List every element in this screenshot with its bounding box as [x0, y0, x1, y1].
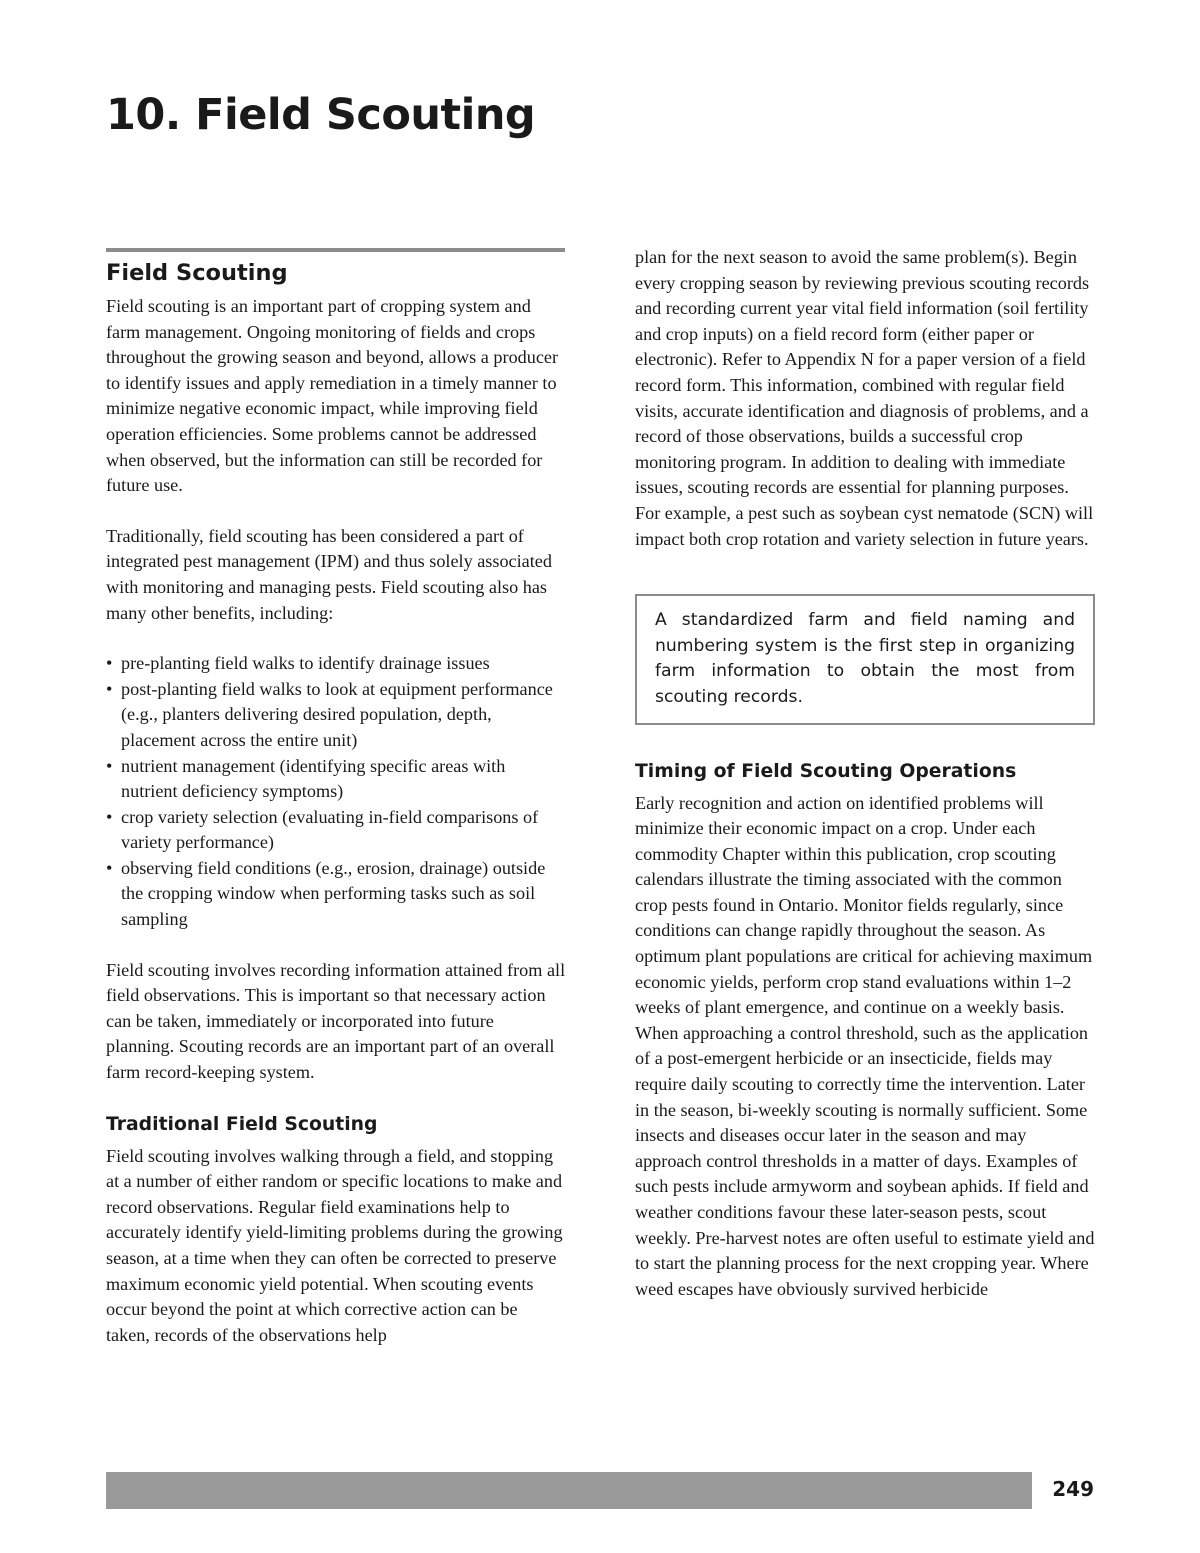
benefits-list — [106, 651, 566, 933]
list-item: • post-planting field walks to look at equipment performance (e.g., planters delivering desired population, depth, placement across the entire unit) — [106, 677, 566, 754]
page-number: 249 — [1052, 1477, 1094, 1501]
footer-bar — [106, 1472, 1032, 1509]
records-paragraph: Field scouting involves recording information attained from all field observations. This is important so that necessary action can be taken, immediately or incorporated into future planning. Scouting records are an important part of an overall farm record-keeping system. — [106, 959, 566, 1083]
traditional-paragraph: Traditionally, field scouting has been considered a part of integrated pest management (IPM) and thus solely associated with monitoring and managing pests. Field scouting also has many other benefits, including: — [106, 525, 552, 623]
chapter-title: 10. Field Scouting — [106, 90, 536, 140]
subsection-paragraph: Field scouting involves walking through a field, and stopping at a number of either random or specific locations to make and record observations. Regular field examinations help to accurately identify yield-limiting problems during the growing season, at a time when they can often be corrected to preserve maximum economic yield potential. When scouting events occur beyond the point at which corrective action can be taken, records of the observations help — [106, 1145, 563, 1345]
section-rule — [106, 248, 565, 252]
subsection-title: Traditional Field Scouting — [106, 1113, 378, 1135]
list-item: • nutrient management (identifying specific areas with nutrient deficiency symptoms) — [106, 754, 566, 805]
callout-box: A standardized farm and field naming and numbering system is the first step in organizing farm information to obtain the most from scouting records. — [635, 594, 1095, 724]
timing-title: Timing of Field Scouting Operations — [635, 760, 1017, 782]
intro-paragraph: Field scouting is an important part of cropping system and farm management. Ongoing monitoring of fields and crops throughout the growing season and beyond, allows a producer to identify issues and apply remediation in a timely manner to minimize negative economic impact, while improving field operation efficiencies. Some problems cannot be addressed when observed, but the information can still be recorded for future use. — [106, 296, 559, 496]
timing-paragraph: Early recognition and action on identified problems will minimize their economic impact on a crop. Under each commodity Chapter within this publication, crop scouting calendars illustrate the timing associated with the common crop pests found in Ontario. Monitor fields regularly, since conditions can change rapidly throughout the season. As optimum plant populations are critical for achieving maximum economic yields, perform crop stand evaluations within 1–2 weeks of plant emergence, and continue on a weekly basis. When approaching a control threshold, such as the application of a post-emergent herbicide or an insecticide, fields may require daily scouting to correctly time the intervention. Later in the season, bi-weekly scouting is normally sufficient. Some insects and diseases occur later in the season and may approach control thresholds in a matter of days. Examples of such pests include armyworm and soybean aphids. If field and weather conditions favour these later-season pests, scout weekly. Pre-harvest notes are often useful to estimate yield and to start the planning process for the next cropping year. Where weed escapes have obviously survived herbicide — [635, 792, 1095, 1299]
list-item: • crop variety selection (evaluating in-field comparisons of variety performance) — [106, 805, 566, 856]
section-title: Field Scouting — [106, 260, 288, 286]
continuation-paragraph: plan for the next season to avoid the same problem(s). Begin every cropping season by reviewing previous scouting records and recording current year vital field information (soil fertility and crop inputs) on a field record form (either paper or electronic). Refer to Appendix N for a paper version of a field record form. This information, combined with regular field visits, accurate identification and diagnosis of problems, and a record of those observations, builds a successful crop monitoring program. In addition to dealing with immediate issues, scouting records are essential for planning purposes. For example, a pest such as soybean cyst nematode (SCN) will impact both crop rotation and variety selection in future years. — [635, 247, 1094, 549]
left-column — [106, 248, 566, 1348]
list-item: • observing field conditions (e.g., erosion, drainage) outside the cropping window when performing tasks such as soil sampling — [106, 856, 566, 933]
list-item: • pre-planting field walks to identify drainage issues — [106, 651, 566, 677]
right-column — [635, 245, 1095, 1302]
